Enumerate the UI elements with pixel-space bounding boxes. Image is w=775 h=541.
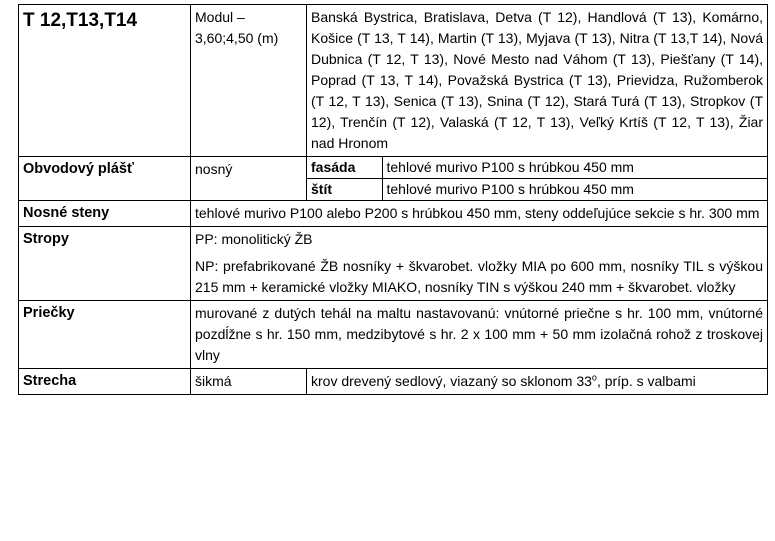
strecha-header: Strecha bbox=[19, 369, 191, 395]
strecha-type: šikmá bbox=[191, 369, 307, 395]
obvodovy-plast-parts bbox=[307, 157, 768, 201]
row-obvodovy-plast bbox=[19, 157, 768, 201]
stropy-header: Stropy bbox=[19, 227, 191, 301]
pricky-header: Priečky bbox=[19, 301, 191, 369]
fasada-row bbox=[307, 157, 767, 179]
obvodovy-plast-inner-table bbox=[307, 157, 767, 200]
module-cell: Modul – 3,60;4,50 (m) bbox=[191, 5, 307, 157]
row-building-type bbox=[19, 5, 768, 157]
fasada-value: tehlové murivo P100 s hrúbkou 450 mm bbox=[382, 157, 767, 179]
obvodovy-plast-type: nosný bbox=[191, 157, 307, 201]
stit-row bbox=[307, 179, 767, 201]
pricky-value: murované z dutých tehál na maltu nastavovanú: vnútorné priečne s hr. 100 mm, vnútorné pozdĺžne s hr. 150 mm, medzibytové s hr. 2 x 100 mm + 50 mm izolačná rohož z troskovej vlny bbox=[191, 301, 768, 369]
stit-label: štít bbox=[307, 179, 382, 201]
building-type-header: T 12,T13,T14 bbox=[19, 5, 191, 157]
row-nosne-steny bbox=[19, 201, 768, 227]
cities-cell: Banská Bystrica, Bratislava, Detva (T 12), Handlová (T 13), Komárno, Košice (T 13, T 14), Martin (T 13), Myjava (T 13), Nitra (T 13,T 14), Nová Dubnica (T 12, T 13), Nové Mesto nad Váhom (T 13), Piešťany (T 14), Poprad (T 13, T 14), Považská Bystrica (T 13), Prievidza, Ružomberok (T 12, T 13), Senica (T 13), Snina (T 12), Stará Turá (T 13), Stropkov (T 12), Trenčín (T 12), Valaská (T 12, T 13), Veľký Krtíš (T 12, T 13), Žiar nad Hronom bbox=[307, 5, 768, 157]
stropy-pp: PP: monolitický ŽB bbox=[195, 231, 313, 247]
degree-sign: o bbox=[591, 372, 597, 383]
stropy-np: NP: prefabrikované ŽB nosníky + škvarobet. vložky MIA po 600 mm, nosníky TIL s výškou 215 mm + keramické vložky MIAKO, nosníky TIN s výškou 240 mm + škvarobet. vložky bbox=[195, 258, 764, 295]
row-stropy bbox=[19, 227, 768, 301]
nosne-steny-header: Nosné steny bbox=[19, 201, 191, 227]
strecha-value-a: krov drevený sedlový, viazaný so sklonom 33 bbox=[311, 373, 592, 389]
strecha-value-b: , príp. s valbami bbox=[596, 373, 696, 389]
stropy-value bbox=[191, 227, 768, 301]
obvodovy-plast-header: Obvodový plášť bbox=[19, 157, 191, 201]
row-pricky bbox=[19, 301, 768, 369]
row-strecha bbox=[19, 369, 768, 395]
fasada-label: fasáda bbox=[307, 157, 382, 179]
stit-value: tehlové murivo P100 s hrúbkou 450 mm bbox=[386, 181, 634, 197]
nosne-steny-value: tehlové murivo P100 alebo P200 s hrúbkou 450 mm, steny oddeľujúce sekcie s hr. 300 mm bbox=[191, 201, 768, 227]
strecha-value bbox=[307, 369, 768, 395]
construction-spec-table bbox=[18, 4, 768, 395]
